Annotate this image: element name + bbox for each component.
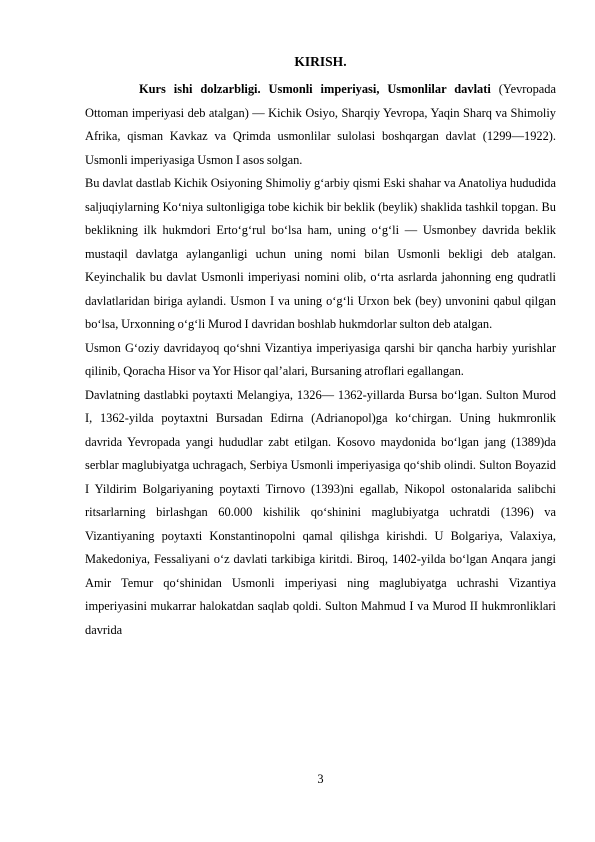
bold-term: Usmonli imperiyasi, Usmonlilar davlati (268, 82, 491, 96)
paragraph-2: Usmon Gʻoziy davridayoq qoʻshni Vizantiya imperiyasiga qarshi bir qancha harbiy yurishlar qilinib, Qoracha Hisor va Yor Hisor qalʼalari, Bursaning atroflari egallangan. (85, 340, 556, 378)
page-number: 3 (317, 772, 324, 786)
intro-paragraph (85, 78, 556, 172)
intro-text: (Yevropada Ottoman imperiyasi deb atalgan) — Kichik Osiyo, Sharqiy Yevropa, Yaqin Sharq va Shimoliy Afrika, qisman Kavkaz va Qrimda usmonlilar sulolasi boshqargan davlat (1299—1922). Usmonli imperiyasiga Usmon I asos solgan. (85, 82, 556, 167)
paragraph-1: Bu davlat dastlab Kichik Osiyoning Shimoliy g‘arbiy qismi Eski shahar va Anatoliya hududida saljuqiylarning Ko‘niya sultonligiga tobe kichik bir beklik (beylik) shaklida tashkil topgan. Bu beklikning ilk hukmdori Ertoʻgʻrul boʻlsa ham, uning oʻgʻli — Usmonbey davrida beklik mustaqil davlatga aylanganligi uchun uning nomi bilan Usmonli bekligi deb atalgan. Keyinchalik bu davlat Usmonli imperiyasi nomini olib, oʻrta asrlarda jahonning eng qudratli davlatlaridan biriga aylandi. Usmon I va uning oʻgʻli Urxon bek (bey) unvonini qabul qilgan boʻlsa, Urxonning oʻgʻli Murod I davridan boshlab hukmdorlar sulton deb atalgan. (85, 176, 556, 331)
paragraph-3: Davlatning dastlabki poytaxti Melangiya, 1326— 1362-yillarda Bursa boʻlgan. Sulton Murod I, 1362-yilda poytaxtni Bursadan Edirna (Adrianopol)ga koʻchirgan. Uning hukmronlik davrida Yevropada yangi hududlar zabt etilgan. Kosovo maydonida boʻlgan jang (1389)da serblar maglubiyatga uchragach, Serbiya Usmonli imperiyasiga qoʻshib olindi. Sulton Boyazid I Yildirim Bolgariyaning poytaxti Tirnovo (1393)ni egallab, Nikopol ostonalarida salibchi ritsarlarning birlashgan 60.000 kishilik qoʻshinini maglubiyatga uchratdi (1396) va Vizantiyaning poytaxti Konstantinopolni qamal qilishga kirishdi. U Bolgariya, Valaxiya, Makedoniya, Fessaliyani oʻz davlati tarkibiga kiritdi. Biroq, 1402-yilda boʻlgan Anqara jangi Amir Temur qoʻshinidan Usmonli imperiyasi ning maglubiyatga uchrashi Vizantiya imperiyasini mukarrar halokatdan saqlab qoldi. Sulton Mahmud I va Murod II hukmronliklari davrida (85, 387, 556, 637)
section-heading: Kurs ishi dolzarbligi. (139, 82, 261, 96)
page-title: KIRISH. (294, 54, 347, 69)
document-page (85, 0, 556, 842)
body-text (85, 78, 556, 642)
